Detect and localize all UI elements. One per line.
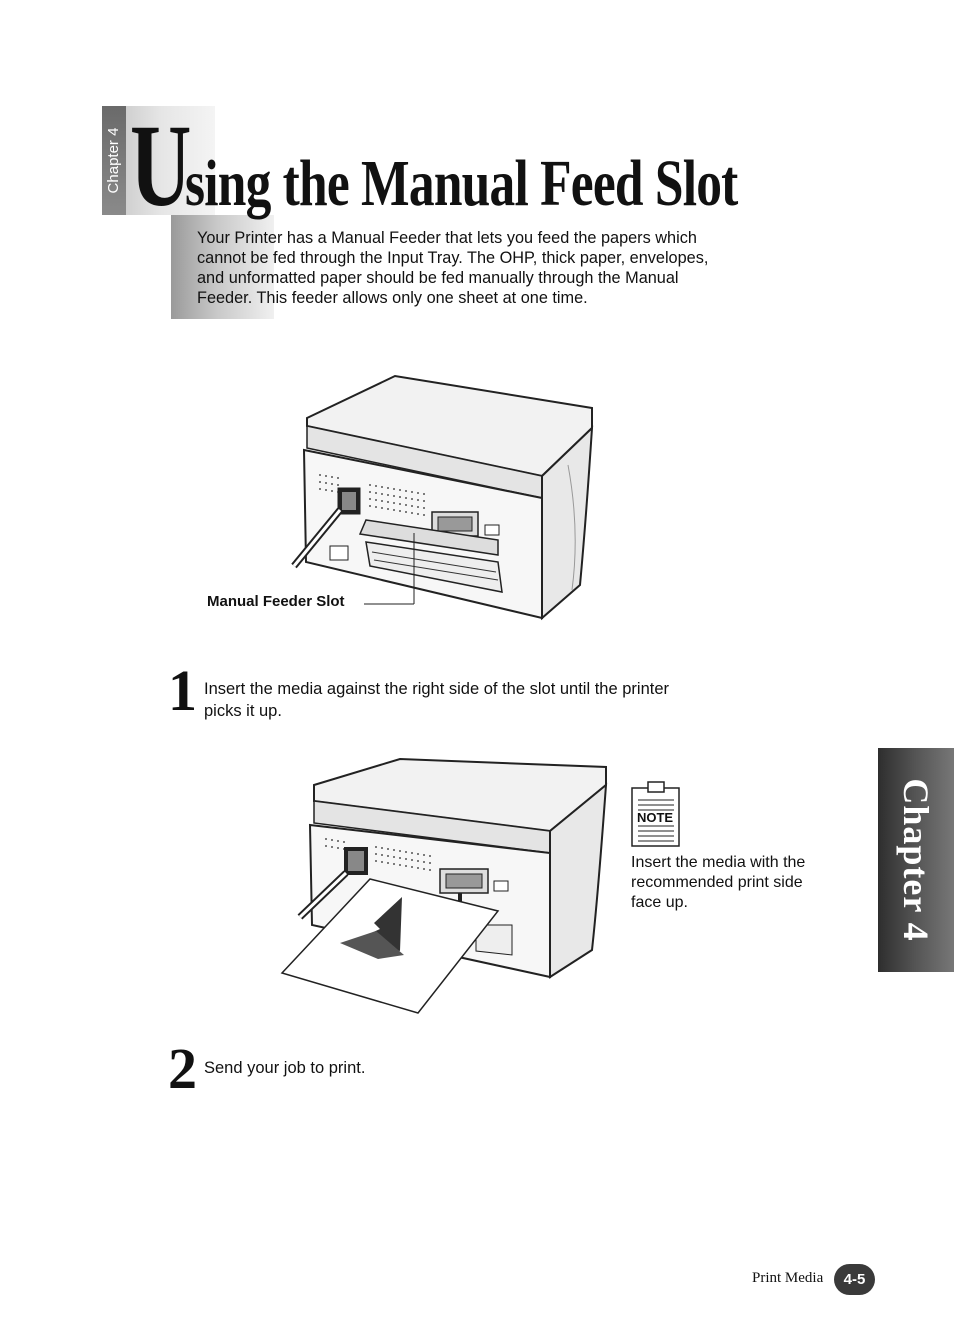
step-2-text: Send your job to print. (204, 1059, 366, 1077)
title-initial: U (130, 100, 192, 231)
note-icon (630, 780, 682, 850)
note-text: Insert the media with the recommended print side face up. (631, 854, 806, 911)
chapter-side-tab: Chapter 4 (878, 748, 954, 972)
step-2-number: 2 (168, 1036, 197, 1101)
chapter-vertical-label: Chapter 4 (102, 106, 126, 215)
step-1-number: 1 (168, 658, 197, 723)
footer-section-label: Print Media (752, 1270, 824, 1286)
paper-insertion-illustration (280, 755, 610, 1020)
title-text: sing the Manual Feed Slot (185, 147, 738, 220)
note-icon-label: NOTE (636, 810, 674, 825)
page-title (130, 98, 894, 234)
printer-rear-illustration (280, 370, 610, 625)
step-1-text: Insert the media against the right side of the slot until the printer picks it up. (204, 680, 670, 720)
intro-paragraph: Your Printer has a Manual Feeder that lets you feed the papers which cannot be fed through the Input Tray. The OHP, thick paper, envelopes, and unformatted paper should be fed manually through the Manual Feeder. This feeder allows only one sheet at one time. (197, 229, 709, 307)
manual-feeder-slot-callout: Manual Feeder Slot (207, 593, 345, 610)
page-number-badge: 4-5 (834, 1264, 875, 1295)
